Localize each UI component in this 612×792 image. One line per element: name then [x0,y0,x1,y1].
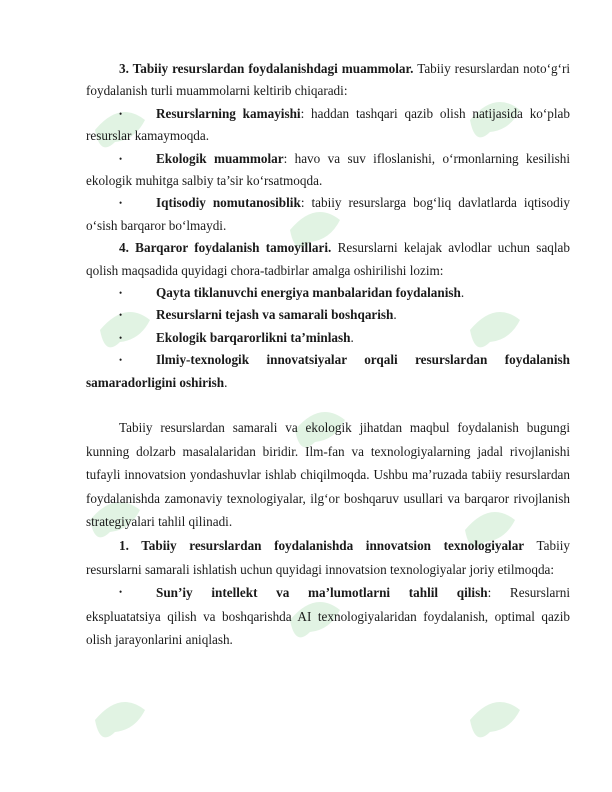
list-item: • Iqtisodiy nomutanosiblik: tabiiy resurslarga bog‘liq davlatlarda iqtisodiy o‘sish barqaror bo‘lmaydi. [86,195,570,233]
section-4-intro: 4. Barqaror foydalanish tamoyillari. Resurslarni kelajak avlodlar uchun saqlab qolish maqsadida quyidagi chora-tadbirlar amalga oshirilishi lozim: [86,240,570,278]
list-item: • Qayta tiklanuvchi energiya manbalaridan foydalanish. [119,285,465,301]
list-item: • Ekologik muammolar: havo va suv ifloslanishi, o‘rmonlarning kesilishi ekologik muhitga salbiy ta’sir ko‘rsatmoqda. [86,150,571,189]
section-4-heading: 4. Barqaror foydalanish tamoyillari. [119,240,332,256]
document-page [86,58,570,652]
section-1-intro: 1. Tabiiy resurslardan foydalanishda innovatsion texnologiyalar Tabiiy resurslarni samarali ishlatish uchun quyidagi innovatsion texnologiyalar joriy etilmoqda: [86,538,570,577]
section-1-heading: 1. Tabiiy resurslardan foydalanishda innovatsion texnologiyalar [119,538,525,554]
section-3-heading: 3. Tabiiy resurslardan foydalanishdagi muammolar. [119,61,414,76]
section-3-intro: 3. Tabiiy resurslardan foydalanishdagi muammolar. Tabiiy resurslardan noto‘g‘ri foydalanish turli muammolarni keltirib chiqaradi: [86,61,570,99]
spacer [86,394,570,416]
list-item: • Sun’iy intellekt va ma’lumotlarni tahlil qilish: Resurslarni ekspluatatsiya qilish va boshqarishda AI texnologiyalaridan foydalanish, optimal qazib olish jarayonlarini aniqlash. [86,585,570,648]
list-item: • Ilmiy-texnologik innovatsiyalar orqali resurslardan foydalanish samaradorligini oshirish. [86,352,570,390]
list-item: • Resurslarni tejash va samarali boshqarish. [119,307,397,323]
list-item: • Resurslarning kamayishi: haddan tashqari qazib olish natijasida ko‘plab resurslar kamaymoqda. [86,105,570,144]
list-item: • Ekologik barqarorlikni ta’minlash. [119,329,354,345]
body-paragraph: Tabiiy resurslardan samarali va ekologik jihatdan maqbul foydalanish bugungi kunning dolzarb masalalaridan biridir. Ilm-fan va texnologiyalarning jadal rivojlanishi tufayli innovatsion yondashuvlar ishlab chiqilmoqda. Ushbu ma’ruzada tabiiy resurslardan foydalanishda zamonaviy texnologiyalar, ilg‘or boshqaruv usullari va barqaror rivojlanish strategiyalari tahlil qilinadi. [86,420,570,530]
